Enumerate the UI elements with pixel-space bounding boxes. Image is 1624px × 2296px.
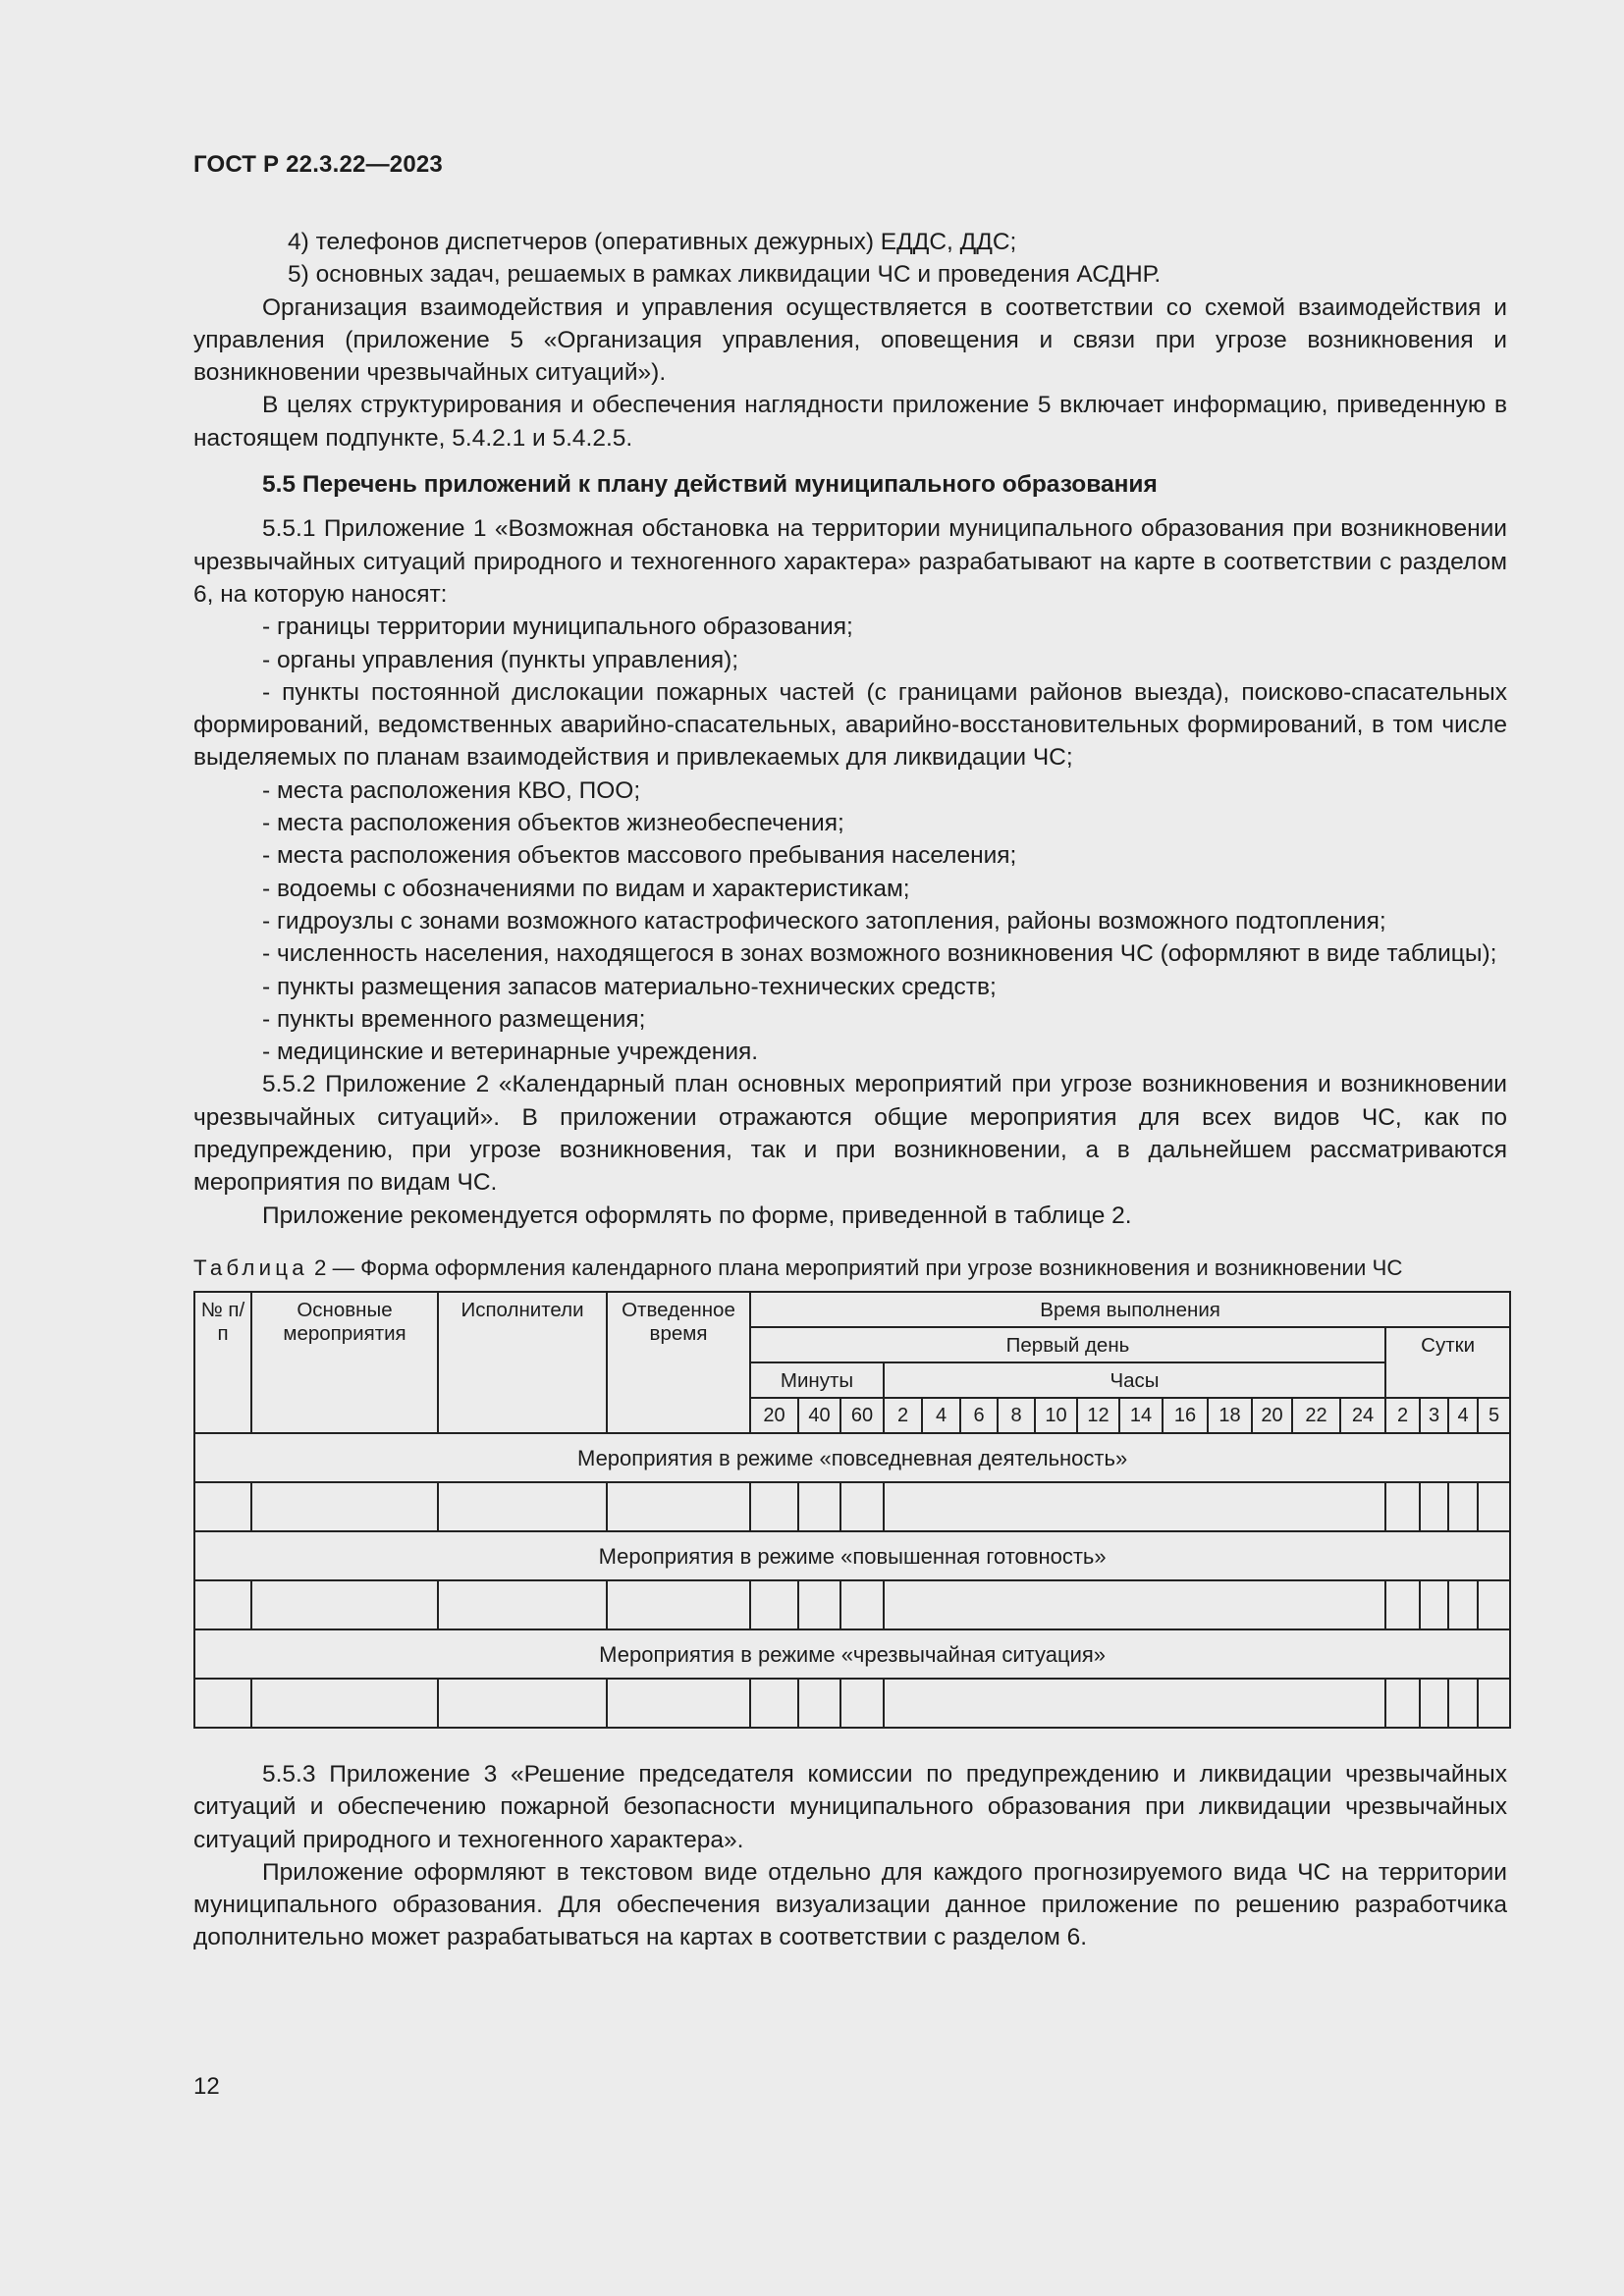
- header-hours: Часы: [884, 1362, 1385, 1398]
- table-row: [194, 1482, 1510, 1531]
- day-cell: 3: [1420, 1398, 1448, 1433]
- table-row: [194, 1679, 1510, 1728]
- list-item: - водоемы с обозначениями по видам и характеристикам;: [262, 875, 910, 902]
- hour-cell: 16: [1163, 1398, 1208, 1433]
- list-item: - места расположения КВО, ПОО;: [262, 776, 641, 804]
- section-heading-5-5: 5.5 Перечень приложений к плану действий муниципального образования: [262, 471, 1158, 499]
- header-executors: Исполнители: [438, 1292, 607, 1433]
- document-header: ГОСТ Р 22.3.22—2023: [193, 151, 443, 178]
- body-text: [193, 226, 1507, 1954]
- list-item: - гидроузлы с зонами возможного катастрофического затопления, районы возможного подтопления;: [262, 907, 1386, 934]
- list-item: - пункты постоянной дислокации пожарных частей (с границами районов выезда), поисково-спасательных формирований, ведомственных аварийно-спасательных, аварийно-восстановительных формирований, в том числе выделяемых по планам взаимодействия и привлекаемых для ликвидации ЧС;: [193, 678, 1507, 772]
- table-caption-word: Таблица: [193, 1255, 308, 1280]
- header-first-day: Первый день: [750, 1327, 1385, 1362]
- day-cell: 4: [1448, 1398, 1478, 1433]
- hour-cell: 12: [1077, 1398, 1119, 1433]
- hour-cell: 6: [960, 1398, 998, 1433]
- list-item: - границы территории муниципального образования;: [262, 614, 853, 641]
- hour-cell: 18: [1208, 1398, 1252, 1433]
- hour-cell: 24: [1340, 1398, 1385, 1433]
- hour-cell: 22: [1292, 1398, 1340, 1433]
- header-num: № п/п: [194, 1292, 251, 1433]
- hour-cell: 4: [922, 1398, 960, 1433]
- table-caption: [193, 1254, 1507, 1283]
- list-item-4: 4) телефонов диспетчеров (оперативных дежурных) ЕДДС, ДДС;: [288, 229, 1017, 255]
- list-item: - места расположения объектов жизнеобеспечения;: [262, 810, 844, 837]
- paragraph-5-5-2: 5.5.2 Приложение 2 «Календарный план основных мероприятий при угрозе возникновения и возникновении чрезвычайных ситуаций». В приложении отражаются общие мероприятия для всех видов ЧС, как по предупреждению, при угрозе возникновения, так и при возникновении, а в дальнейшем рассматриваются мероприятия по видам ЧС.: [193, 1071, 1507, 1197]
- page-number: 12: [193, 2073, 220, 2100]
- list-item: - органы управления (пункты управления);: [262, 646, 739, 673]
- list-item: - места расположения объектов массового пребывания населения;: [262, 842, 1017, 870]
- paragraph-5-5-3: 5.5.3 Приложение 3 «Решение председателя комиссии по предупреждению и ликвидации чрезвычайных ситуаций и обеспечению пожарной безопасности муниципального образования при ликвидации чрезвычайных ситуаций природного и техногенного характера».: [193, 1760, 1507, 1853]
- hour-cell: 14: [1119, 1398, 1163, 1433]
- paragraph-text-form: Приложение оформляют в текстовом виде отдельно для каждого прогнозируемого вида ЧС на территории муниципального образования. Для обеспечения визуализации данное приложение по решению разработчика дополнительно может разрабатываться на картах в соответствии с разделом 6.: [193, 1858, 1507, 1951]
- paragraph-interaction: Организация взаимодействия и управления осуществляется в соответствии со схемой взаимодействия и управления (приложение 5 «Организация управления, оповещения и связи при угрозе возникновения и возникновении чрезвычайных ситуаций»).: [193, 294, 1507, 387]
- header-allotted-time: Отведенное время: [607, 1292, 750, 1433]
- hour-cell: 2: [884, 1398, 922, 1433]
- calendar-plan-table: [193, 1291, 1511, 1729]
- day-cell: 2: [1385, 1398, 1420, 1433]
- list-item: - пункты временного размещения;: [262, 1005, 646, 1033]
- header-minutes: Минуты: [750, 1362, 884, 1398]
- minute-cell: 60: [840, 1398, 884, 1433]
- hour-cell: 10: [1035, 1398, 1077, 1433]
- header-execution-time: Время выполнения: [750, 1292, 1510, 1327]
- list-item: - пункты размещения запасов материально-технических средств;: [262, 973, 997, 1000]
- minute-cell: 40: [798, 1398, 840, 1433]
- table-caption-text: 2 — Форма оформления календарного плана мероприятий при угрозе возникновения и возникновении ЧС: [307, 1255, 1403, 1280]
- table-row: [194, 1580, 1510, 1629]
- list-item: - медицинские и ветеринарные учреждения.: [262, 1039, 759, 1066]
- section-row-emergency: Мероприятия в режиме «чрезвычайная ситуация»: [194, 1629, 1510, 1679]
- paragraph-5-5-1: 5.5.1 Приложение 1 «Возможная обстановка на территории муниципального образования при возникновении чрезвычайных ситуаций природного и техногенного характера» разрабатывают на карте в соответствии с разделом 6, на которую наносят:: [193, 515, 1507, 608]
- hour-cell: 20: [1252, 1398, 1292, 1433]
- minute-cell: 20: [750, 1398, 798, 1433]
- header-main-activities: Основные мероприятия: [251, 1292, 438, 1433]
- day-cell: 5: [1478, 1398, 1510, 1433]
- header-days: Сутки: [1385, 1327, 1510, 1398]
- list-item-5: 5) основных задач, решаемых в рамках ликвидации ЧС и проведения АСДНР.: [288, 261, 1162, 289]
- hour-cell: 8: [998, 1398, 1035, 1433]
- section-row-high-alert: Мероприятия в режиме «повышенная готовность»: [194, 1531, 1510, 1580]
- paragraph-structuring: В целях структурирования и обеспечения наглядности приложение 5 включает информацию, приведенную в настоящем подпункте, 5.4.2.1 и 5.4.2.5.: [193, 392, 1507, 452]
- paragraph-recommend: Приложение рекомендуется оформлять по форме, приведенной в таблице 2.: [262, 1201, 1132, 1229]
- list-item: - численность населения, находящегося в зонах возможного возникновения ЧС (оформляют в виде таблицы);: [262, 940, 1497, 968]
- section-row-daily: Мероприятия в режиме «повседневная деятельность»: [194, 1433, 1510, 1482]
